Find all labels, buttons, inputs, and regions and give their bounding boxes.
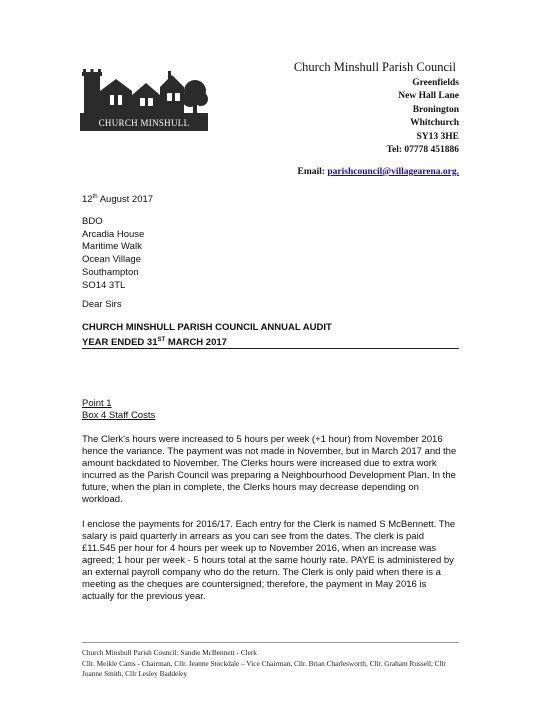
address-line: Whitchurch — [410, 118, 459, 129]
recipient-address — [82, 216, 460, 292]
subject-underline — [82, 348, 459, 349]
address-line: Greenfields — [412, 78, 459, 88]
email-label: Email: — [297, 167, 325, 177]
logo-wordmark: CHURCH MINSHULL — [80, 116, 208, 131]
telephone: Tel: 07778 451886 — [386, 145, 459, 156]
recipient-line: SO14 3TL — [82, 279, 126, 291]
footer — [82, 648, 462, 680]
point-heading — [82, 398, 460, 422]
address-line: SY13 3HE — [416, 131, 459, 142]
address-line: Bronington — [412, 104, 459, 115]
paragraph-clerk-hours: The Clerk's hours were increased to 5 hours per week (+1 hour) from November 2016 hence the variance. The payment was not made in November, but in March 2017 and the amount backdated to November. The Clerks hours were increased due to extra work incurred as the Parish Council was preparing a Neighbourhood Development Plan. In the future, when the plan in complete, the Clerks hours may decrease depending on workload. — [82, 434, 457, 505]
recipient-line: Ocean Village — [82, 254, 141, 266]
footer-councillors-line: Cllr. Meikle Cams - Chairman, Cllr. Jeanne Stockdale – Vice Chairman, Cllr. Brian Charlesworth, Cllr. Graham Russell, Cllr Joanne Smith, Cllr Lesley Baddeley — [82, 658, 447, 678]
church-minshull-logo — [80, 65, 208, 131]
recipient-line: Southampton — [82, 266, 139, 278]
footer-divider — [82, 642, 459, 643]
footer-clerk-line: Church Minshull Parish Council: Sandie McBennett - Clerk — [82, 648, 257, 657]
point-title: Point 1 — [82, 398, 112, 409]
recipient-line: Maritime Walk — [82, 241, 142, 253]
paragraph-payments: I enclose the payments for 2016/17. Each entry for the Clerk is named S McBennett. The salary is paid quarterly in arrears as you can see from the dates. The clerk is paid £11.545 per hour for 4 hours per week up to November 2016, when an increase was agreed; 1 hour per week - 5 hours total at the same hourly rate. PAYE is administered by an external payroll company who do the return. The Clerk is only paid when there is a meeting as the cheques are countersigned; therefore, the payment in May 2016 is actually for the previous year. — [82, 519, 456, 602]
email-link[interactable]: parishcouncil@villagearena.org. — [327, 167, 459, 177]
salutation: Dear Sirs — [82, 299, 122, 310]
point-subtitle: Box 4 Staff Costs — [82, 410, 156, 421]
recipient-line: Arcadia House — [82, 228, 145, 240]
letter-date: 12th August 2017 — [82, 194, 154, 205]
recipient-line: BDO — [82, 216, 103, 227]
subject-heading: CHURCH MINSHULL PARISH COUNCIL ANNUAL AUDIT YEAR ENDED 31ST MARCH 2017 — [82, 322, 332, 348]
council-name: Church Minshull Parish Council — [293, 60, 456, 74]
council-address — [387, 77, 459, 157]
address-line: New Hall Lane — [398, 91, 459, 102]
church-silhouette-icon — [80, 65, 208, 117]
email-line — [298, 167, 459, 177]
